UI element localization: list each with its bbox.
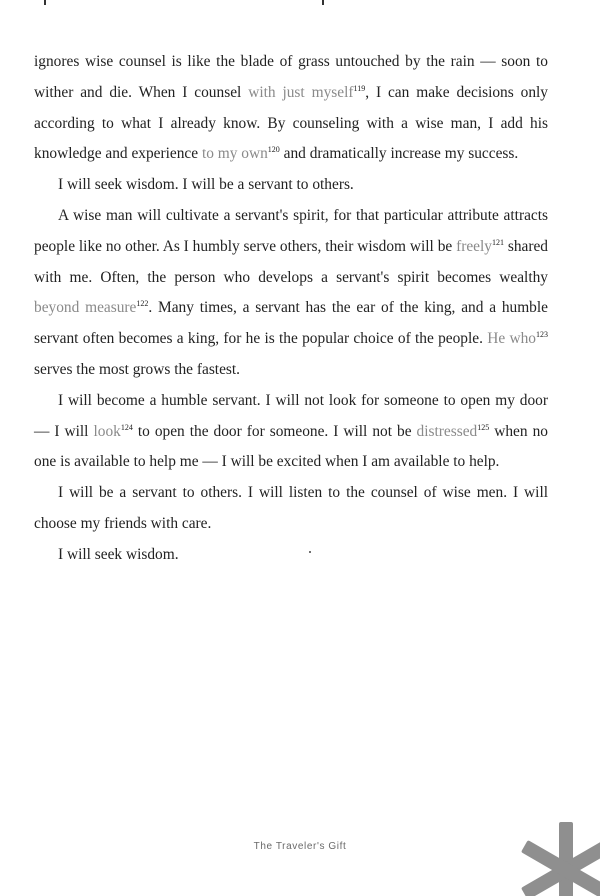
text-run: when no one is available to help me — I will be excited when I am available to help.: [34, 422, 548, 471]
highlighted-phrase: with just myself: [248, 83, 354, 101]
text-run: A wise man will cultivate a servant's spirit, for that particular attribute attracts people like no other. As I humbly serve others, their wisdom will be: [34, 206, 548, 255]
highlighted-phrase: He who: [487, 330, 536, 348]
text-run: , I can make decisions only according to what I already know. By counseling with a wise man, I add his knowledge and experience: [34, 83, 549, 163]
header-trim-marks: [0, 0, 600, 8]
text-run: . Many times, a servant has the ear of the king, and a humble servant often becomes a king, for he is the popular choice of the people.: [34, 299, 548, 348]
footnote-marker: 121: [491, 237, 504, 247]
text-run: I will become a humble servant. I will not look for someone to open my door — I will: [34, 391, 548, 440]
asterisk-icon: [514, 820, 600, 896]
highlighted-phrase: look: [93, 422, 121, 440]
body-text: [34, 47, 548, 571]
paragraph: [34, 478, 548, 540]
paragraph: [34, 201, 548, 386]
print-speck: [309, 551, 311, 553]
footnote-marker: 123: [536, 330, 548, 340]
highlighted-phrase: to my own: [201, 145, 268, 163]
paragraph: [34, 386, 548, 478]
trim-mark: [44, 0, 46, 5]
highlighted-phrase: distressed: [416, 422, 478, 440]
text-run: and dramatically increase my success.: [279, 145, 519, 163]
text-run: shared with me. Often, the person who develops a servant's spirit becomes wealthy: [34, 237, 548, 286]
text-run: I will be a servant to others. I will listen to the counsel of wise men. I will choose my friends with care.: [34, 484, 548, 532]
paragraph: [34, 540, 548, 571]
footnote-marker: 119: [353, 83, 366, 93]
page-footer: [0, 841, 600, 852]
footnote-marker: 120: [267, 145, 280, 155]
text-run: I will seek wisdom.: [58, 545, 179, 563]
text-run: ignores wise counsel is like the blade of grass untouched by the rain — soon to wither and die. When I counsel: [34, 53, 548, 101]
paragraph: [34, 47, 548, 170]
highlighted-phrase: beyond measure: [34, 299, 137, 317]
paragraph: [34, 170, 548, 201]
footnote-marker: 124: [120, 422, 133, 432]
text-run: I will seek wisdom. I will be a servant to others.: [58, 176, 354, 194]
book-title: The Traveler's Gift: [253, 841, 347, 852]
footnote-marker: 122: [136, 299, 149, 309]
text-run: to open the door for someone. I will not be: [132, 422, 417, 440]
trim-mark: [322, 0, 324, 5]
highlighted-phrase: freely: [456, 237, 492, 255]
text-run: serves the most grows the fastest.: [34, 360, 241, 378]
footnote-marker: 125: [477, 422, 490, 432]
